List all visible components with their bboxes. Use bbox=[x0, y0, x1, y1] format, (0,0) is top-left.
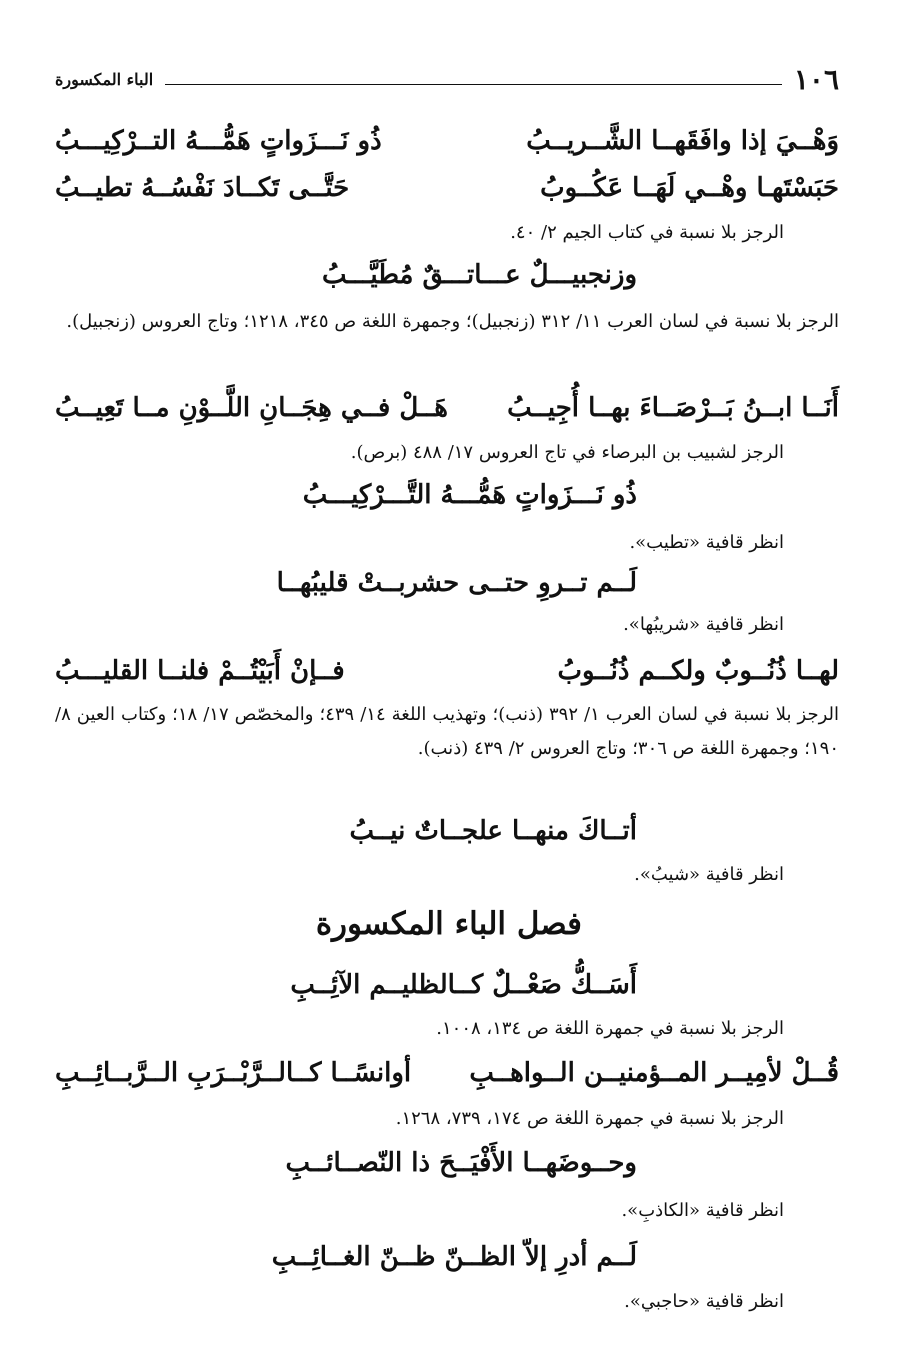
header-rule bbox=[165, 84, 782, 85]
hemistich-second: هَــلْ فــي هِجَــانِ اللَّــوْنِ مــا تَعِيــبُ bbox=[55, 393, 448, 423]
citation-note: انظر قافية «تطيب». bbox=[629, 532, 784, 553]
citation-note: انظر قافية «الكاذبِ». bbox=[621, 1200, 784, 1221]
hemistich-second: أوانسًــا كــالــرَّبْــرَبِ الــرَّبــائِــبِ bbox=[55, 1058, 412, 1088]
verse-couplet bbox=[55, 395, 839, 421]
verse-line: أَسَــكُّ صَعْــلٌ كــالظليــم الآئِــبِ bbox=[290, 970, 637, 1000]
hemistich-first: لهــا ذُنُــوبٌ ولكــم ذُنُــوبُ bbox=[557, 656, 839, 686]
verse-couplet bbox=[55, 175, 839, 201]
hemistich-first: حَبَسْتَهـا وهْــي لَهَــا عَكُــوبُ bbox=[540, 173, 839, 203]
citation-note: الرجز بلا نسبة في كتاب الجيم ٢/ ٤٠. bbox=[510, 222, 784, 243]
citation-paragraph: الرجز بلا نسبة في لسان العرب ١١/ ٣١٢ (زنجبيل)؛ وجمهرة اللغة ص ٣٤٥، ١٢١٨؛ وتاج العروس (زنجبيل). bbox=[66, 311, 839, 332]
verse-line: لَــم تــروِ حتــى حشربــتْ قليبُهــا bbox=[276, 568, 637, 598]
citation-note: الرجز لشبيب بن البرصاء في تاج العروس ١٧/ ٤٨٨ (برص). bbox=[350, 442, 784, 463]
hemistich-first: أَنَــا ابــنُ بَــرْصَــاءَ بهــا أُجِيــبُ bbox=[507, 393, 839, 423]
verse-line: لَــم أدرِ إلاّ الظــنّ ظــنّ الغــائِــبِ bbox=[271, 1242, 637, 1272]
hemistich-first: وَهْــيَ إذا وافَقَهــا الشَّــريــبُ bbox=[526, 126, 839, 156]
verse-line: أتــاكَ منهــا علجــاتٌ نيــبُ bbox=[349, 816, 637, 846]
verse-line: ذُو نَـــزَواتٍ هَمُّـــهُ التَّـــرْكِيـــبُ bbox=[302, 480, 637, 510]
citation-note: الرجز بلا نسبة في جمهرة اللغة ص ١٧٤، ٧٣٩، ١٢٦٨. bbox=[395, 1108, 784, 1129]
section-heading: فصل الباء المكسورة bbox=[315, 906, 582, 942]
citation-note: انظر قافية «شريبُها». bbox=[623, 614, 784, 635]
citation-note: انظر قافية «شيبُ». bbox=[634, 864, 784, 885]
citation-note: الرجز بلا نسبة في جمهرة اللغة ص ١٣٤، ١٠٠٨. bbox=[436, 1018, 784, 1039]
verse-couplet bbox=[55, 658, 839, 684]
hemistich-second: ذُو نَـــزَواتٍ هَمُّـــهُ التــرْكِيـــبُ bbox=[55, 126, 382, 156]
hemistich-first: قُــلْ لأمِيــر المــؤمنيــن الــواهــبِ bbox=[469, 1058, 839, 1088]
hemistich-second: حَتَّــى تَكــادَ نَفْسُــهُ تطيــبُ bbox=[55, 173, 350, 203]
verse-couplet bbox=[55, 1060, 839, 1086]
verse-line: وحــوضَهــا الأَفْيَــحَ ذا النّصــائــبِ bbox=[285, 1148, 637, 1178]
page-number: ١٠٦ bbox=[793, 62, 839, 96]
verse-couplet bbox=[55, 128, 839, 154]
citation-paragraph: الرجز بلا نسبة في لسان العرب ١/ ٣٩٢ (ذنب)؛ وتهذيب اللغة ١٤/ ٤٣٩؛ والمخصّص ١٧/ ١٨؛ وكتاب العين ٨/ ١٩٠؛ وجمهرة اللغة ص ٣٠٦؛ وتاج العروس ٢/ ٤٣٩ (ذنب). bbox=[55, 704, 839, 760]
page-header bbox=[55, 62, 839, 96]
verse-line: وزنجبيـــلٌ عـــاتـــقٌ مُطَيَّـــبُ bbox=[321, 260, 637, 290]
running-title: الباء المكسورة bbox=[55, 69, 154, 89]
hemistich-second: فــإنْ أَبَيْتُــمْ فلنــا القليـــبُ bbox=[55, 656, 345, 686]
citation-note: انظر قافية «حاجبي». bbox=[624, 1291, 784, 1312]
